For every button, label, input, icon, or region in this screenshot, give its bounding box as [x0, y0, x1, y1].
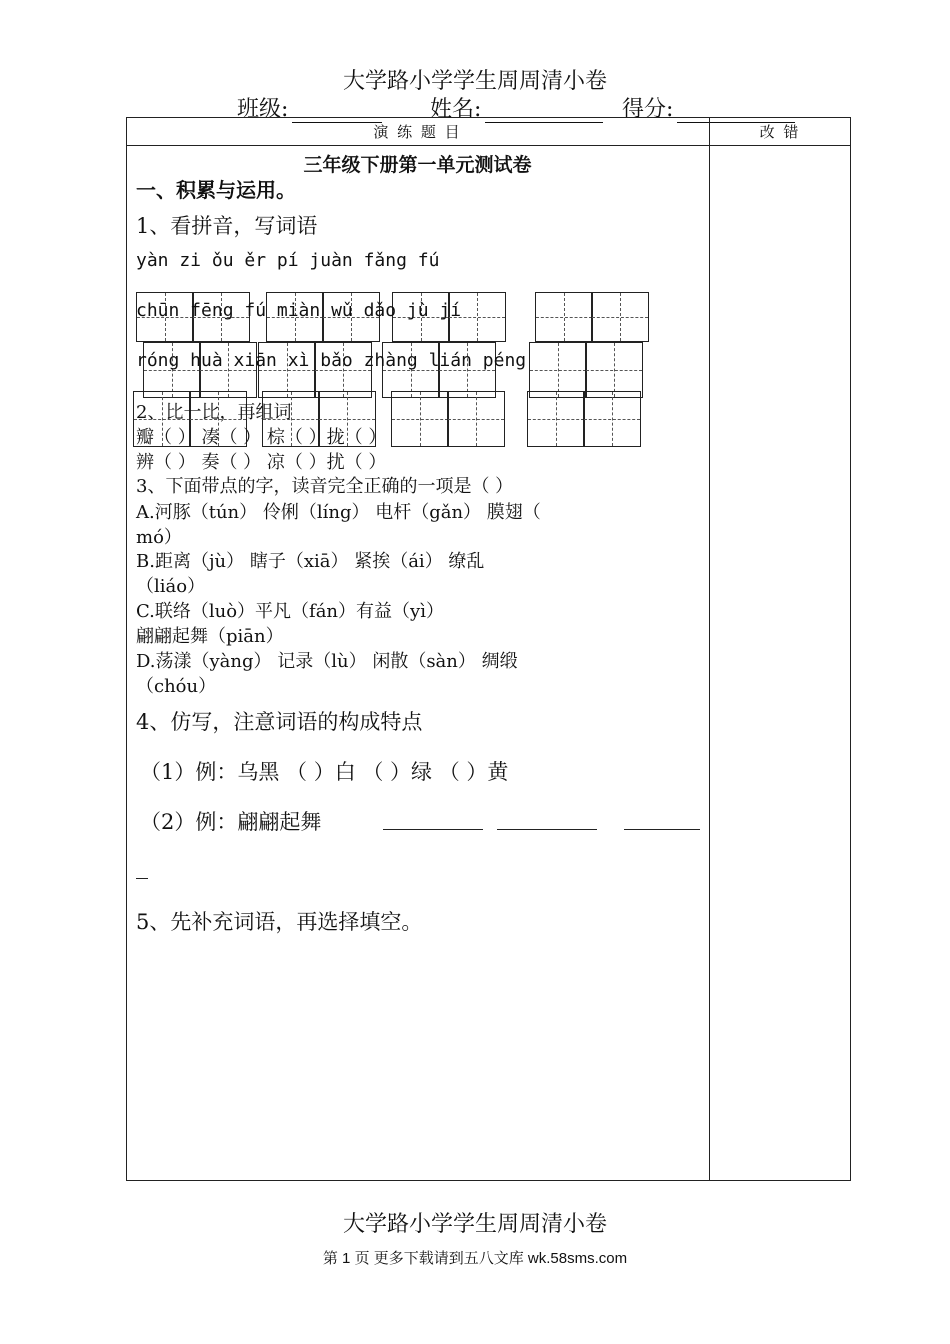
correction-column-header: 改 错 — [759, 123, 801, 141]
q1-pinyin-row3: róng huà xiān xì bǎo zhàng lián péng — [136, 350, 527, 371]
writing-box[interactable] — [527, 391, 585, 447]
q2-row2: 辨（ ） 奏（ ） 凉（ ）扰（ ） — [136, 452, 387, 473]
writing-box[interactable] — [391, 391, 449, 447]
answer-blank[interactable] — [497, 829, 597, 830]
q3-option-a-cont: mó） — [136, 527, 182, 548]
q3-option-a[interactable]: A.河豚（tún） 伶俐（líng） 电杆（gǎn） 膜翅（ — [136, 502, 541, 523]
q3-title: 3、下面带点的字，读音完全正确的一项是（ ） — [136, 476, 514, 497]
practice-column-header: 演 练 题 目 — [373, 123, 462, 141]
q1-pinyin-row2: chūn fēng fú miàn wǔ dǎo jù jí — [136, 300, 462, 321]
q3-option-d[interactable]: D.荡漾（yàng） 记录（lù） 闲散（sàn） 绸缎 — [136, 651, 518, 672]
writing-box[interactable] — [535, 292, 593, 342]
exam-title: 三年级下册第一单元测试卷 — [303, 154, 532, 176]
table-column-divider — [709, 117, 710, 1180]
footer-title: 大学路小学学生周周清小卷 — [342, 1212, 607, 1237]
q3-option-c-cont: 翩翩起舞（piān） — [136, 626, 284, 647]
writing-box[interactable] — [585, 342, 643, 398]
table-header-divider — [126, 145, 850, 146]
q4-line2-prefix: （2）例：翩翩起舞 — [140, 810, 322, 834]
q1-title: 1、看拼音，写词语 — [136, 214, 318, 238]
q3-option-b-cont: （liáo） — [136, 576, 206, 597]
q3-option-c[interactable]: C.联络（luò）平凡（fán）有益（yì） — [136, 601, 444, 622]
writing-box[interactable] — [591, 292, 649, 342]
answer-blank-tail[interactable] — [136, 878, 148, 879]
footer-note: 第 1 页 更多下载请到五八文库 wk.58sms.com — [322, 1250, 628, 1267]
name-label: 姓名: — [430, 97, 482, 122]
writing-box[interactable] — [447, 391, 505, 447]
answer-blank[interactable] — [383, 829, 483, 830]
answer-blank[interactable] — [624, 829, 700, 830]
writing-box[interactable] — [583, 391, 641, 447]
q4-title: 4、仿写，注意词语的构成特点 — [136, 710, 423, 734]
q2-row1: 瓣（ ） 凑（ ） 棕（ ）拢（ ） — [136, 427, 387, 448]
page-title: 大学路小学学生周周清小卷 — [342, 69, 607, 94]
section-heading: 一、积累与运用。 — [136, 178, 296, 202]
q4-line1: （1）例：乌黑 （ ）白 （ ）绿 （ ）黄 — [140, 760, 509, 784]
q5-title: 5、先补充词语，再选择填空。 — [136, 910, 423, 934]
score-label: 得分: — [622, 97, 674, 122]
q3-option-b[interactable]: B.距离（jù） 瞎子（xiā） 紧挨（ái） 缭乱 — [136, 551, 485, 572]
q2-title: 2、比一比，再组词 — [136, 402, 292, 423]
q1-pinyin-row1: yàn zi ǒu ěr pí juàn fǎng fú — [136, 250, 440, 271]
writing-box[interactable] — [529, 342, 587, 398]
q3-option-d-cont: （chóu） — [136, 676, 217, 697]
class-label: 班级: — [237, 97, 289, 122]
q4-line2 — [140, 806, 321, 836]
